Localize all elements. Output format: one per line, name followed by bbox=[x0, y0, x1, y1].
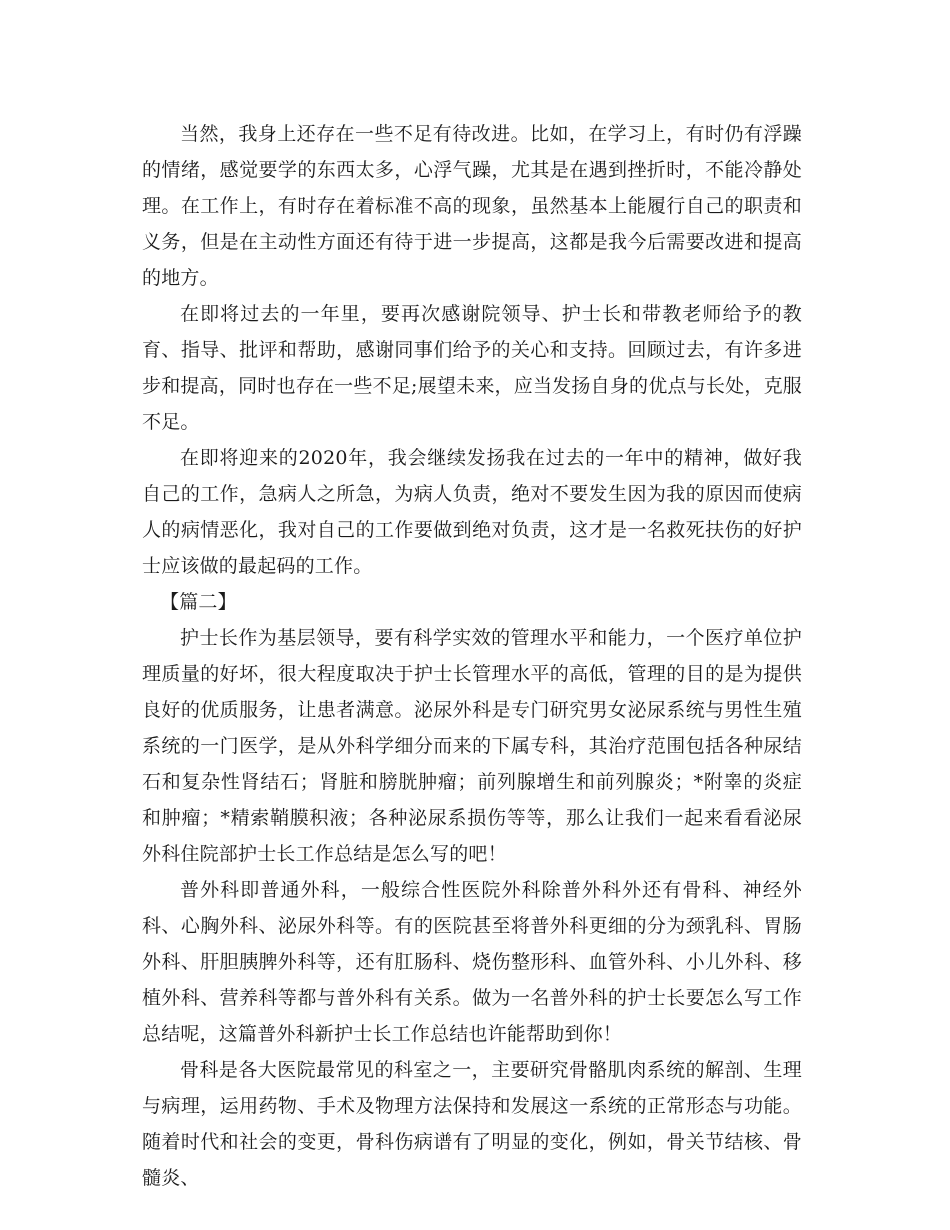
paragraph-gratitude: 在即将过去的一年里，要再次感谢院领导、护士长和带教老师给予的教育、指导、批评和帮助，感谢同事们给予的关心和支持。回顾过去，有许多进步和提高，同时也存在一些不足;展望未来，应当发扬自身的优点与长处，克服不足。 bbox=[142, 303, 802, 433]
paragraph-orthopedics: 骨科是各大医院最常见的科室之一，主要研究骨骼肌肉系统的解剖、生理与病理，运用药物、手术及物理方法保持和发展这一系统的正常形态与功能。随着时代和社会的变更，骨科伤病谱有了明显的变化，例如，骨关节结核、骨髓炎、 bbox=[142, 1059, 802, 1189]
paragraph-head-nurse: 护士长作为基层领导，要有科学实效的管理水平和能力，一个医疗单位护理质量的好坏，很大程度取决于护士长管理水平的高低，管理的目的是为提供良好的优质服务，让患者满意。泌尿外科是专门研究男女泌尿系统与男性生殖系统的一门医学，是从外科学细分而来的下属专科，其治疗范围包括各种尿结石和复杂性肾结石；肾脏和膀胱肿瘤；前列腺增生和前列腺炎；*附睾的炎症和肿瘤；*精索鞘膜积液；各种泌尿系损伤等等，那么让我们一起来看看泌尿外科住院部护士长工作总结是怎么写的吧！ bbox=[142, 627, 802, 865]
paragraph-general-surgery: 普外科即普通外科，一般综合性医院外科除普外科外还有骨科、神经外科、心胸外科、泌尿外科等。有的医院甚至将普外科更细的分为颈乳科、胃肠外科、肝胆胰脾外科等，还有肛肠科、烧伤整形科、血管外科、小儿外科、移植外科、营养科等都与普外科有关系。做为一名普外科的护士长要怎么写工作总结呢，这篇普外科新护士长工作总结也许能帮助到你！ bbox=[142, 879, 802, 1045]
paragraph-improvement: 当然，我身上还存在一些不足有待改进。比如，在学习上，有时仍有浮躁的情绪，感觉要学的东西太多，心浮气躁，尤其是在遇到挫折时，不能冷静处理。在工作上，有时存在着标准不高的现象，虽然基本上能履行自己的职责和义务，但是在主动性方面还有待于进一步提高，这都是我今后需要改进和提高的地方。 bbox=[142, 123, 802, 289]
document-body bbox=[142, 116, 802, 1196]
paragraph-new-year: 在即将迎来的2020年，我会继续发扬我在过去的一年中的精神，做好我自己的工作，急病人之所急，为病人负责，绝对不要发生因为我的原因而使病人的病情恶化，我对自己的工作要做到绝对负责，这才是一名救死扶伤的好护士应该做的最起码的工作。 bbox=[142, 447, 802, 577]
section-heading: 【篇二】 bbox=[160, 591, 237, 613]
